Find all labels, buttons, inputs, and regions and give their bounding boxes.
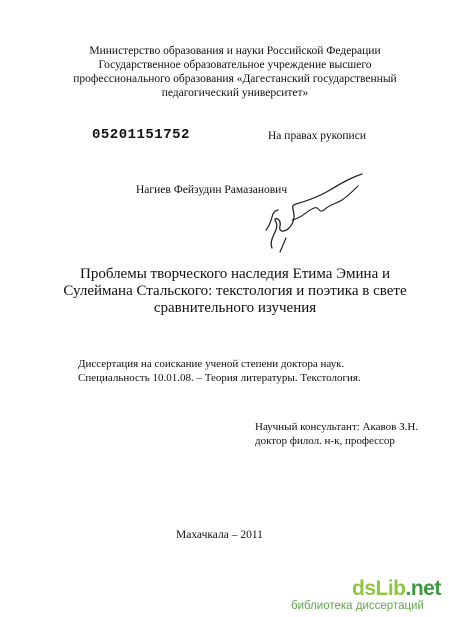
city-year: Махачкала – 2011: [176, 529, 263, 541]
ministry-line-2: Государственное образовательное учреждение высшего: [98, 59, 372, 71]
title-line-2: Сулеймана Стальского: текстология и поэтика в свете: [63, 283, 407, 299]
author-name: Нагиев Фейзудин Рамазанович: [136, 184, 288, 196]
registration-code: 05201151752: [92, 127, 190, 143]
ministry-line-4: педагогический университет»: [161, 87, 309, 99]
scientific-consultant: [255, 420, 418, 448]
manuscript-rights-label: На правах рукописи: [268, 130, 366, 142]
ministry-header: [40, 44, 430, 100]
dissertation-line-2: Специальность 10.01.08. – Теория литературы. Текстология.: [78, 372, 361, 384]
consultant-line-2: доктор филол. н-к, профессор: [255, 435, 395, 447]
dissertation-info: [78, 357, 361, 385]
dissertation-title: [40, 266, 430, 317]
watermark-logo-part2: .net: [405, 577, 441, 600]
title-line-1: Проблемы творческого наследия Етима Эмина и: [79, 266, 391, 282]
watermark-subtitle: библиотека диссертаций: [291, 600, 424, 612]
ministry-line-3: профессионального образования «Дагестанский государственный: [73, 73, 397, 85]
handwritten-signature: [258, 160, 378, 255]
dissertation-line-1: Диссертация на соискание ученой степени доктора наук.: [78, 358, 345, 370]
ministry-line-1: Министерство образования и науки Российской Федерации: [89, 45, 381, 57]
title-line-3: сравнительного изучения: [153, 300, 317, 316]
consultant-line-1: Научный консультант: Акавов З.Н.: [255, 421, 419, 433]
watermark-logo-part1: dsLib: [352, 577, 406, 600]
watermark-logo[interactable]: [352, 577, 441, 601]
